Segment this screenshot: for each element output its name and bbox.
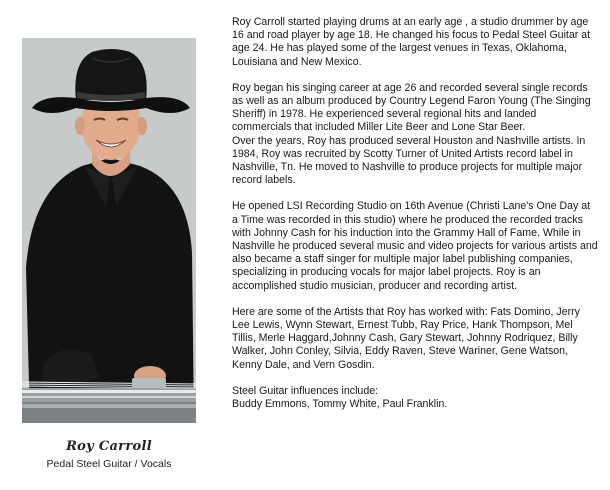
profile-role: Pedal Steel Guitar / Vocals bbox=[46, 458, 172, 470]
profile-photo bbox=[22, 38, 196, 423]
portrait-illustration bbox=[22, 38, 196, 423]
profile-name: Roy Carroll bbox=[66, 439, 152, 454]
bio-paragraph-artists: Here are some of the Artists that Roy has worked with: Fats Domino, Jerry Lee Lewis, Wynn Stewart, Ernest Tubb, Ray Price, Hank Thompson, Mel Tillis, Merle Haggard,Johnny Cash, Gary Stewart, Johnny Rodriquez, Billy Walker, John Conley, Silvia, Eddy Raven, Steve Wariner, Gene Watson, Kenny Dale, and Vern Gosdin. bbox=[232, 305, 580, 371]
bio-paragraph-singing-career: Roy began his singing career at age 26 and recorded several single records as well as an album produced by Country Legend Faron Young (The Singing Sheriff) in 1978. He experienced several regional hits and landed commercials that included Miller Lite Beer and Lone Star Beer. bbox=[232, 81, 591, 134]
influences-list: Buddy Emmons, Tommy White, Paul Franklin. bbox=[232, 398, 448, 411]
biography bbox=[232, 16, 598, 411]
bio-paragraph-studio: He opened LSI Recording Studio on 16th Avenue (Christi Lane's One Day at a Time was recorded in this studio) where he produced the recorded tracks with Johnny Cash for his induction into the Grammy Hall of Fame. While in Nashville he produced several music and video projects for various artists and also became a staff singer for multiple major label publishing companies, specializing in producing vocals for major label projects. Roy is an accomplished studio musician, producer and recording artist. bbox=[232, 200, 598, 292]
profile-column bbox=[22, 38, 196, 470]
bio-paragraph-producing: Over the years, Roy has produced several Houston and Nashville artists. In 1984, Roy was recruited by Scotty Turner of United Artists record label in Nashville, Tn. He moved to Nashville to produce projects for multiple major record labels. bbox=[232, 134, 586, 187]
influences-title: Steel Guitar influences include: bbox=[232, 384, 379, 397]
bio-influences bbox=[232, 385, 598, 411]
bio-paragraph-early-career: Roy Carroll started playing drums at an early age , a studio drummer by age 16 and road player by age 18. He changed his focus to Pedal Steel Guitar at age 24. He has played some of the largest venues in Texas, Oklahoma, Louisiana and New Mexico. bbox=[232, 16, 591, 68]
